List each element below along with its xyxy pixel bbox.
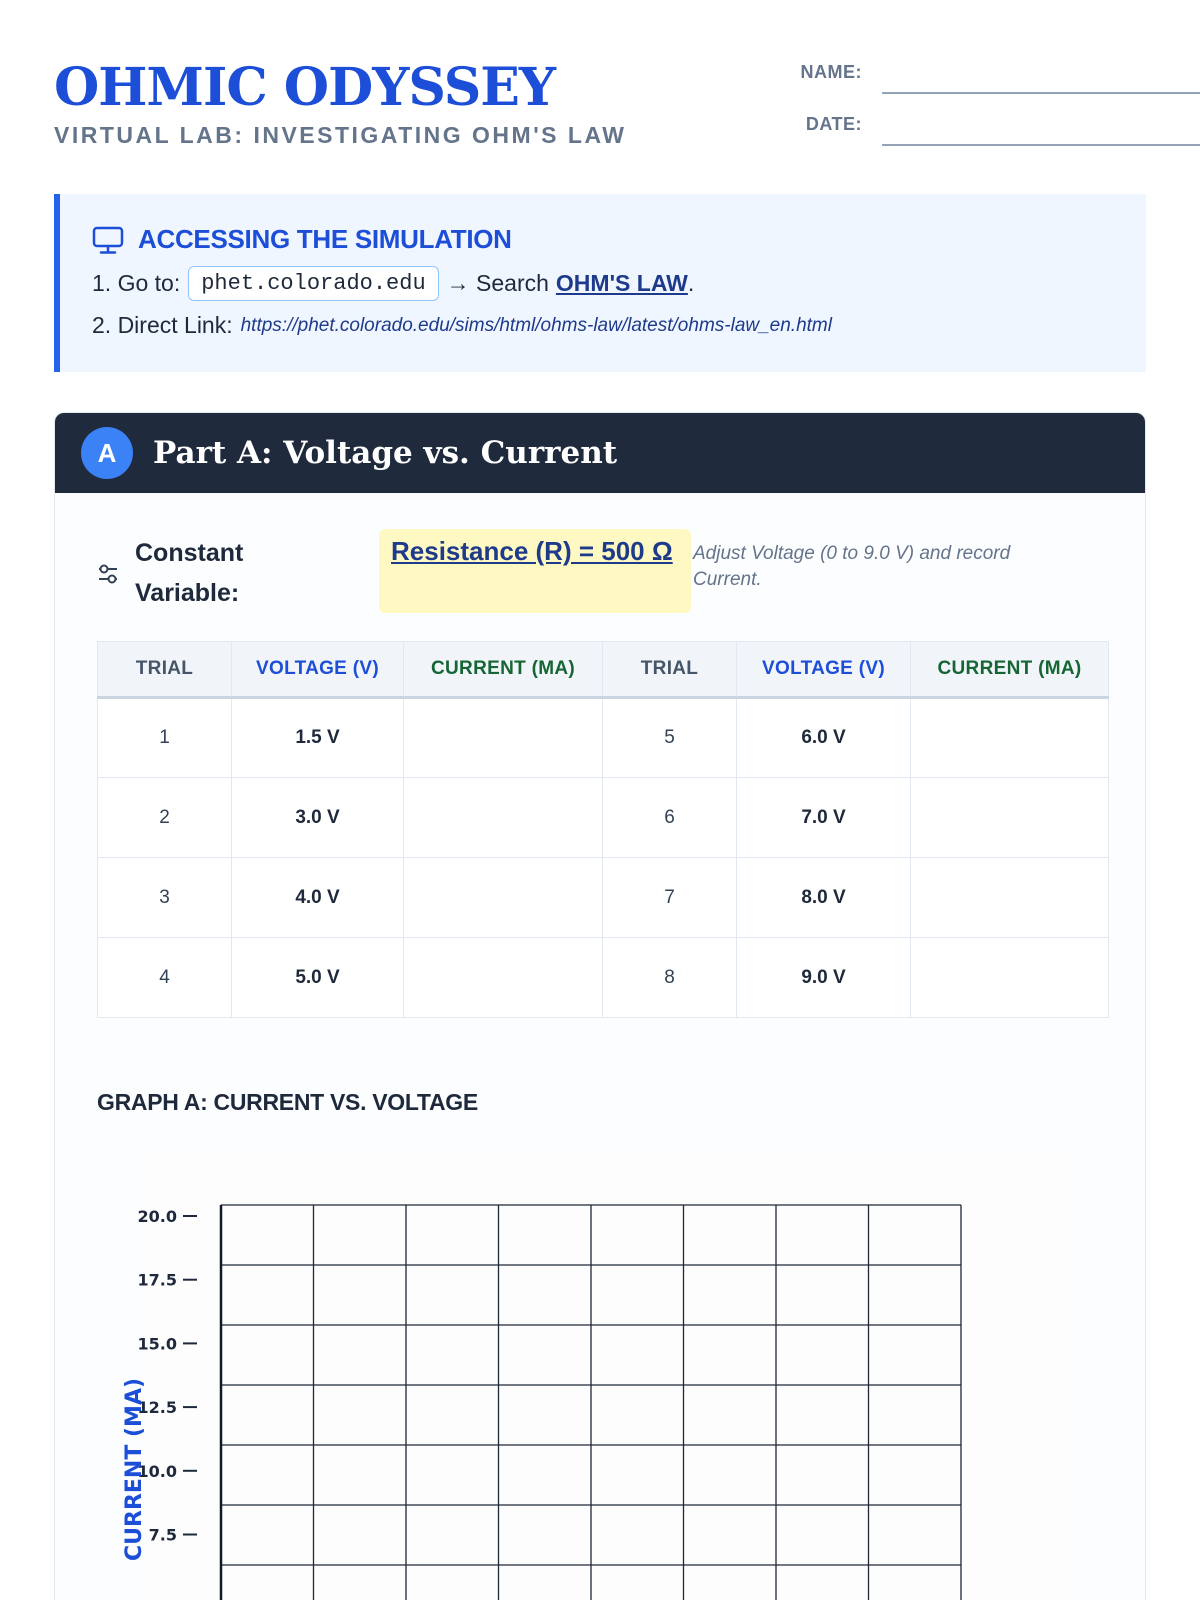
trial-cell: 1 — [98, 698, 232, 778]
trial-cell: 8 — [603, 938, 737, 1018]
monitor-icon — [92, 225, 124, 255]
page-title: OHMIC ODYSSEY — [54, 57, 556, 118]
data-table — [97, 641, 1109, 1018]
voltage-cell: 4.0 V — [232, 858, 404, 938]
site-code[interactable]: phet.colorado.edu — [188, 266, 438, 301]
table-header-row — [98, 642, 1109, 698]
voltage-cell: 9.0 V — [737, 938, 911, 1018]
col-header-trial: TRIAL — [603, 642, 737, 698]
date-label: DATE: — [805, 114, 862, 134]
worksheet-header — [54, 56, 1146, 156]
current-input-cell[interactable] — [911, 778, 1109, 858]
direct-link[interactable]: https://phet.colorado.edu/sims/html/ohms-law/latest/ohms-law_en.html — [240, 314, 832, 336]
part-a-header — [55, 413, 1145, 493]
y-tick-label: 12.5 — [137, 1398, 177, 1418]
page-subtitle: VIRTUAL LAB: INVESTIGATING OHM'S LAW — [54, 122, 627, 148]
access-callout — [54, 194, 1146, 372]
trial-cell: 3 — [98, 858, 232, 938]
trial-cell: 4 — [98, 938, 232, 1018]
y-tick-label: 20.0 — [137, 1207, 177, 1226]
current-input-cell[interactable] — [404, 778, 603, 858]
access-step-1 — [92, 266, 694, 301]
date-field[interactable] — [744, 110, 1200, 150]
search-term-link[interactable]: OHM'S LAW — [555, 270, 688, 296]
current-input-cell[interactable] — [911, 858, 1109, 938]
trial-cell: 2 — [98, 778, 232, 858]
current-input-cell[interactable] — [404, 698, 603, 778]
y-tick-label: 7.5 — [148, 1525, 177, 1545]
y-tick-label: 17.5 — [137, 1270, 177, 1290]
trial-cell: 5 — [603, 698, 737, 778]
table-row — [98, 858, 1109, 938]
constant-variable-row — [97, 533, 1097, 617]
name-line[interactable] — [882, 92, 1200, 94]
current-input-cell[interactable] — [404, 858, 603, 938]
access-heading — [92, 224, 512, 255]
graph-area — [55, 1121, 1146, 1600]
current-input-cell[interactable] — [911, 938, 1109, 1018]
voltage-cell: 3.0 V — [232, 778, 404, 858]
part-a-card — [54, 412, 1146, 1600]
instruction-note: Adjust Voltage (0 to 9.0 V) and record Current. — [693, 543, 1011, 590]
voltage-cell: 5.0 V — [232, 938, 404, 1018]
current-input-cell[interactable] — [404, 938, 603, 1018]
current-input-cell[interactable] — [911, 698, 1109, 778]
trial-cell: 7 — [603, 858, 737, 938]
trial-cell: 6 — [603, 778, 737, 858]
table-row — [98, 938, 1109, 1018]
step2-prefix: 2. Direct Link: — [92, 312, 233, 338]
y-tick-label: 15.0 — [137, 1334, 177, 1354]
sliders-icon — [97, 561, 119, 587]
step1-middle: → Search — [446, 270, 549, 296]
part-a-title: Part A: Voltage vs. Current — [153, 435, 618, 471]
voltage-cell: 6.0 V — [737, 698, 911, 778]
graph-background — [139, 1149, 1065, 1600]
voltage-cell: 7.0 V — [737, 778, 911, 858]
voltage-cell: 1.5 V — [232, 698, 404, 778]
voltage-cell: 8.0 V — [737, 858, 911, 938]
access-heading-text: ACCESSING THE SIMULATION — [138, 224, 512, 254]
table-row — [98, 698, 1109, 778]
name-field[interactable] — [744, 58, 1200, 98]
constant-label: Constant Variable: — [135, 539, 244, 607]
table-row — [98, 778, 1109, 858]
col-header-voltage: VOLTAGE (V) — [232, 642, 404, 698]
step1-prefix: 1. Go to: — [92, 270, 181, 296]
col-header-voltage: VOLTAGE (V) — [737, 642, 911, 698]
col-header-trial: TRIAL — [98, 642, 232, 698]
y-axis-label: CURRENT (MA) — [122, 1377, 147, 1561]
constant-value: Resistance (R) = 500 Ω — [379, 529, 691, 613]
y-tick-label: 10.0 — [137, 1461, 177, 1481]
access-step-2 — [92, 312, 832, 339]
step1-suffix: . — [687, 270, 695, 296]
part-badge: A — [81, 427, 133, 479]
graph-a-svg[interactable] — [55, 1121, 1146, 1600]
date-line[interactable] — [882, 144, 1200, 146]
name-label: NAME: — [800, 62, 862, 82]
graph-title: GRAPH A: CURRENT VS. VOLTAGE — [97, 1089, 478, 1115]
col-header-current: CURRENT (MA) — [404, 642, 603, 698]
col-header-current: CURRENT (MA) — [911, 642, 1109, 698]
